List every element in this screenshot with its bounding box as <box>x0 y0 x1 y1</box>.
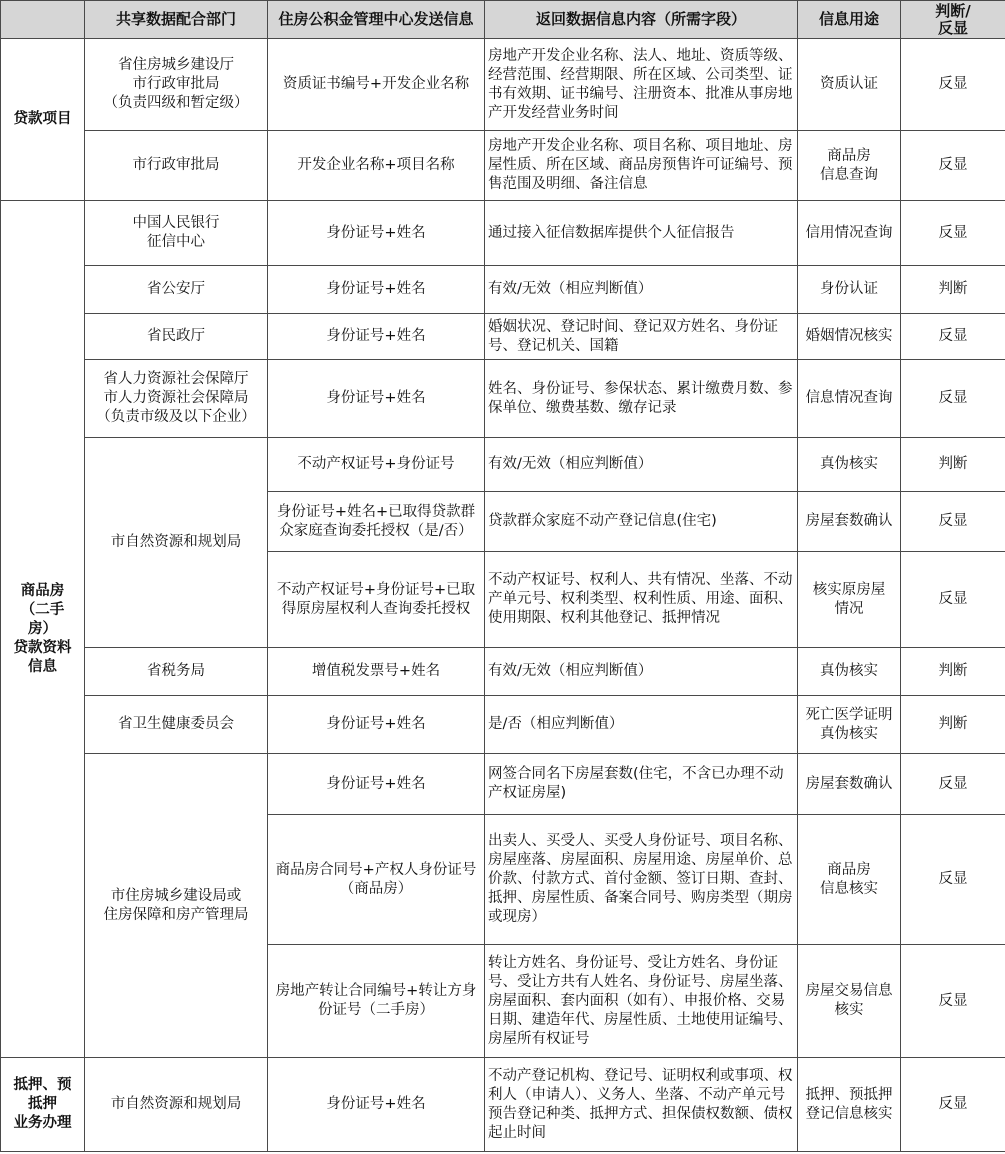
judge-cell: 反显 <box>901 492 1005 552</box>
table-row <box>1 1058 1005 1152</box>
header-send-info: 住房公积金管理中心发送信息 <box>268 1 485 39</box>
header-return-info: 返回数据信息内容（所需字段） <box>485 1 798 39</box>
judge-cell: 反显 <box>901 39 1005 131</box>
send-cell: 身份证号+姓名 <box>268 696 485 754</box>
judge-cell: 反显 <box>901 754 1005 815</box>
usage-cell: 房屋套数确认 <box>798 492 901 552</box>
send-cell: 增值税发票号+姓名 <box>268 648 485 696</box>
usage-cell: 身份认证 <box>798 266 901 314</box>
usage-cell: 真伪核实 <box>798 648 901 696</box>
table-row <box>1 754 1005 815</box>
return-cell: 姓名、身份证号、参保状态、累计缴费月数、参保单位、缴费基数、缴存记录 <box>485 360 798 438</box>
judge-cell: 反显 <box>901 314 1005 360</box>
usage-cell: 商品房 信息核实 <box>798 815 901 945</box>
judge-cell: 判断 <box>901 266 1005 314</box>
dept-cell: 中国人民银行 征信中心 <box>85 201 268 266</box>
judge-cell: 反显 <box>901 552 1005 648</box>
dept-cell: 省住房城乡建设厅 市行政审批局 （负责四级和暂定级） <box>85 39 268 131</box>
return-cell: 有效/无效（相应判断值） <box>485 648 798 696</box>
usage-cell: 房屋交易信息 核实 <box>798 945 901 1058</box>
usage-cell: 抵押、预抵押 登记信息核实 <box>798 1058 901 1152</box>
dept-cell: 市行政审批局 <box>85 131 268 201</box>
send-cell: 身份证号+姓名 <box>268 266 485 314</box>
table-row <box>1 360 1005 438</box>
send-cell: 身份证号+姓名 <box>268 360 485 438</box>
category-mortgage: 抵押、预 抵押 业务办理 <box>1 1058 85 1152</box>
dept-cell: 省民政厅 <box>85 314 268 360</box>
return-cell: 有效/无效（相应判断值） <box>485 438 798 492</box>
table-row <box>1 266 1005 314</box>
dept-cell: 省卫生健康委员会 <box>85 696 268 754</box>
send-cell: 身份证号+姓名 <box>268 201 485 266</box>
send-cell: 身份证号+姓名 <box>268 754 485 815</box>
send-cell: 商品房合同号+产权人身份证号（商品房） <box>268 815 485 945</box>
send-cell: 资质证书编号+开发企业名称 <box>268 39 485 131</box>
usage-cell: 婚姻情况核实 <box>798 314 901 360</box>
return-cell: 房地产开发企业名称、项目名称、项目地址、房屋性质、所在区域、商品房预售许可证编号、预售范围及明细、备注信息 <box>485 131 798 201</box>
usage-cell: 资质认证 <box>798 39 901 131</box>
category-housing-loan: 商品房 （二手 房） 贷款资料 信息 <box>1 201 85 1058</box>
usage-cell: 信用情况查询 <box>798 201 901 266</box>
dept-cell: 市自然资源和规划局 <box>85 1058 268 1152</box>
judge-cell: 反显 <box>901 201 1005 266</box>
return-cell: 不动产权证号、权利人、共有情况、坐落、不动产单元号、权利类型、权利性质、用途、面积、使用期限、权利其他登记、抵押情况 <box>485 552 798 648</box>
return-cell: 不动产登记机构、登记号、证明权利或事项、权利人（申请人）、义务人、坐落、不动产单元号预告登记种类、抵押方式、担保债权数额、债权起止时间 <box>485 1058 798 1152</box>
judge-cell: 反显 <box>901 945 1005 1058</box>
judge-cell: 判断 <box>901 696 1005 754</box>
usage-cell: 核实原房屋 情况 <box>798 552 901 648</box>
judge-cell: 反显 <box>901 360 1005 438</box>
usage-cell: 商品房 信息查询 <box>798 131 901 201</box>
return-cell: 婚姻状况、登记时间、登记双方姓名、身份证号、登记机关、国籍 <box>485 314 798 360</box>
usage-cell: 房屋套数确认 <box>798 754 901 815</box>
send-cell: 开发企业名称+项目名称 <box>268 131 485 201</box>
return-cell: 有效/无效（相应判断值） <box>485 266 798 314</box>
send-cell: 身份证号+姓名 <box>268 1058 485 1152</box>
table-row <box>1 39 1005 131</box>
dept-cell: 市住房城乡建设局或 住房保障和房产管理局 <box>85 754 268 1058</box>
header-row <box>1 1 1005 39</box>
usage-cell: 信息情况查询 <box>798 360 901 438</box>
return-cell: 贷款群众家庭不动产登记信息(住宅) <box>485 492 798 552</box>
table-row <box>1 438 1005 492</box>
dept-cell: 省公安厅 <box>85 266 268 314</box>
table-row <box>1 648 1005 696</box>
header-usage: 信息用途 <box>798 1 901 39</box>
category-loan-project: 贷款项目 <box>1 39 85 201</box>
table-row <box>1 131 1005 201</box>
table-row <box>1 201 1005 266</box>
return-cell: 房地产开发企业名称、法人、地址、资质等级、经营范围、经营期限、所在区域、公司类型、证书有效期、证书编号、注册资本、批准从事房地产开发经营业务时间 <box>485 39 798 131</box>
dept-cell: 省税务局 <box>85 648 268 696</box>
return-cell: 网签合同名下房屋套数(住宅，不含已办理不动产权证房屋) <box>485 754 798 815</box>
judge-cell: 反显 <box>901 815 1005 945</box>
return-cell: 转让方姓名、身份证号、受让方姓名、身份证号、受让方共有人姓名、身份证号、房屋坐落、房屋面积、套内面积（如有）、申报价格、交易日期、建造年代、房屋性质、土地使用证编号、房屋所有权证号 <box>485 945 798 1058</box>
judge-cell: 判断 <box>901 648 1005 696</box>
send-cell: 身份证号+姓名+已取得贷款群众家庭查询委托授权（是/否） <box>268 492 485 552</box>
send-cell: 身份证号+姓名 <box>268 314 485 360</box>
judge-cell: 反显 <box>901 1058 1005 1152</box>
usage-cell: 真伪核实 <box>798 438 901 492</box>
return-cell: 出卖人、买受人、买受人身份证号、项目名称、房屋座落、房屋面积、房屋用途、房屋单价、总价款、付款方式、首付金额、签订日期、查封、抵押、房屋性质、备案合同号、购房类型（期房或现房） <box>485 815 798 945</box>
dept-cell: 省人力资源社会保障厅 市人力资源社会保障局 （负责市级及以下企业） <box>85 360 268 438</box>
send-cell: 房地产转让合同编号+转让方身份证号（二手房） <box>268 945 485 1058</box>
header-category <box>1 1 85 39</box>
header-dept: 共享数据配合部门 <box>85 1 268 39</box>
table-row <box>1 314 1005 360</box>
judge-cell: 判断 <box>901 438 1005 492</box>
return-cell: 是/否（相应判断值） <box>485 696 798 754</box>
send-cell: 不动产权证号+身份证号+已取得原房屋权利人查询委托授权 <box>268 552 485 648</box>
return-cell: 通过接入征信数据库提供个人征信报告 <box>485 201 798 266</box>
dept-cell: 市自然资源和规划局 <box>85 438 268 648</box>
table-row <box>1 696 1005 754</box>
send-cell: 不动产权证号+身份证号 <box>268 438 485 492</box>
header-judge: 判断/ 反显 <box>901 1 1005 39</box>
usage-cell: 死亡医学证明 真伪核实 <box>798 696 901 754</box>
judge-cell: 反显 <box>901 131 1005 201</box>
